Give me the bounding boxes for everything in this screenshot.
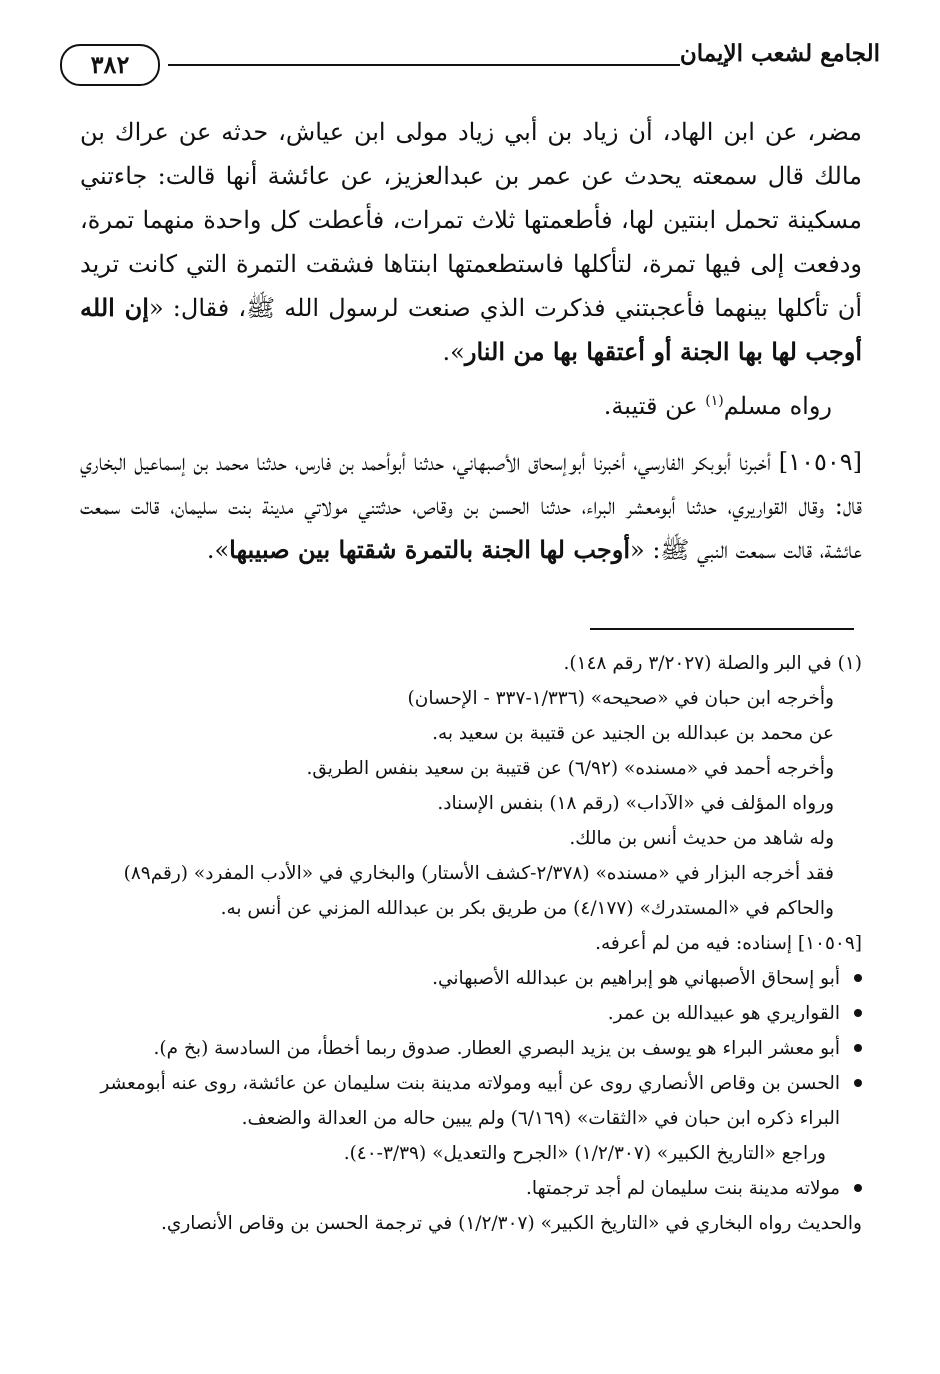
header-rule: [168, 64, 680, 66]
footnote-line: وراجع «التاريخ الكبير» (١/٢/٣٠٧) «الجرح والتعديل» (٣/٣٩-٤٠).: [343, 1143, 826, 1164]
prophetic-saying: أوجب لها الجنة بالتمرة شقتها بين صبيبها: [229, 535, 631, 564]
bullet-text: القواريري هو عبيدالله بن عمر.: [607, 1003, 840, 1024]
footnote-bullet: [80, 1066, 862, 1136]
footnote-line: (١) في البر والصلة (٣/٢٠٢٧ رقم ١٤٨).: [563, 653, 862, 674]
footnote-bullet: [80, 1171, 862, 1206]
hadith-paragraph-1: [80, 110, 862, 374]
footnote-separator: [590, 628, 854, 630]
bullet-text: الحسن بن وقاص الأنصاري روى عن أبيه ومولاته مدينة بنت سليمان عن عائشة، روى عنه أبومعشر البراء ذكره ابن حبان في «الثقات» (٦/١٦٩) ولم يبين حاله من العدالة والضعف.: [100, 1073, 840, 1129]
prophetic-saying: إن الله أوجب لها بها الجنة أو أعتقها بها من النار: [80, 293, 862, 366]
hadith-number: [١٠٥٠٩]: [778, 448, 862, 476]
hadith-paragraph-2: [80, 440, 862, 572]
page-header: [60, 34, 880, 94]
main-text: [80, 110, 862, 582]
footnote-bullet: [80, 1031, 862, 1066]
bullet-text: مولاته مدينة بنت سليمان لم أجد ترجمتها.: [525, 1178, 840, 1199]
footnote-line: وله شاهد من حديث أنس بن مالك.: [569, 828, 834, 849]
page-number: ٣٨٢: [60, 44, 160, 86]
bullet-icon: [854, 1044, 862, 1052]
footnote-bullet: [80, 996, 862, 1031]
bullet-icon: [854, 1184, 862, 1192]
narration-line: [80, 384, 862, 428]
footnote-line: ورواه المؤلف في «الآداب» (رقم ١٨) بنفس الإسناد.: [437, 793, 834, 814]
footnote-heading: [١٠٥٠٩] إسناده: فيه من لم أعرفه.: [595, 933, 862, 954]
quote-close: ».: [442, 338, 465, 366]
bullet-icon: [854, 1009, 862, 1017]
paragraph-text: أخبرنا أبوبكر الفارسي، أخبرنا أبوإسحاق الأصبهاني، حدثنا أبوأحمد بن فارس، حدثنا محمد بن إسماعيل البخاري قال: وقال القواريري، حدثنا أبومعشر البراء، حدثنا الحسن بن وقاص، حدثتني مولاتي مدينة بنت سليمان، قالت سمعت عائشة، قالت سمعت النبي ﷺ: «: [80, 448, 862, 564]
bullet-icon: [854, 1079, 862, 1087]
footnote-line: وأخرجه أحمد في «مسنده» (٦/٩٢) عن قتيبة بن سعيد بنفس الطريق.: [306, 758, 834, 779]
quote-close: ».: [206, 536, 230, 564]
footnotes: [80, 646, 862, 1241]
paragraph-text: مضر، عن ابن الهاد، أن زياد بن أبي زياد مولى ابن عياش، حدثه عن عراك بن مالك قال سمعته يحدث عن عمر بن عبدالعزيز، عن عائشة أنها قالت: جاءتني مسكينة تحمل ابنتين لها، فأطعمتها ثلاث تمرات، فأعطت كل واحدة منهما تمرة، ودفعت إلى فيها تمرة، لتأكلها فاستطعمتها ابنتاها فشقت التمرة التي كانت تريد أن تأكلها بينهما فأعجبتني فذكرت الذي صنعت لرسول الله ﷺ، فقال: «: [80, 118, 862, 322]
bullet-text: أبو إسحاق الأصبهاني هو إبراهيم بن عبدالله الأصبهاني.: [432, 968, 840, 989]
footnote-ref: (١): [705, 393, 724, 409]
footnote-bullet: [80, 961, 862, 996]
bullet-text: أبو معشر البراء هو يوسف بن يزيد البصري العطار. صدوق ربما أخطأ، من السادسة (بخ م).: [153, 1038, 840, 1059]
bullet-icon: [854, 974, 862, 982]
footnote-line: وأخرجه ابن حبان في «صحيحه» (١/٣٣٦-٣٣٧ - الإحسان): [407, 688, 834, 709]
footnote-line: فقد أخرجه البزار في «مسنده» (٢/٣٧٨-كشف الأستار) والبخاري في «الأدب المفرد» (رقم٨٩) والحاكم في «المستدرك» (٤/١٧٧) من طريق بكر بن عبدالله المزني عن أنس به.: [123, 863, 834, 919]
narration-text: رواه مسلم: [723, 392, 832, 420]
footnote-line: والحديث رواه البخاري في «التاريخ الكبير» (١/٢/٣٠٧) في ترجمة الحسن بن وقاص الأنصاري.: [161, 1213, 862, 1234]
footnote-line: عن محمد بن عبدالله بن الجنيد عن قتيبة بن سعيد به.: [432, 723, 834, 744]
narration-text-end: عن قتيبة.: [603, 392, 706, 420]
running-title: الجامع لشعب الإيمان: [679, 40, 880, 67]
